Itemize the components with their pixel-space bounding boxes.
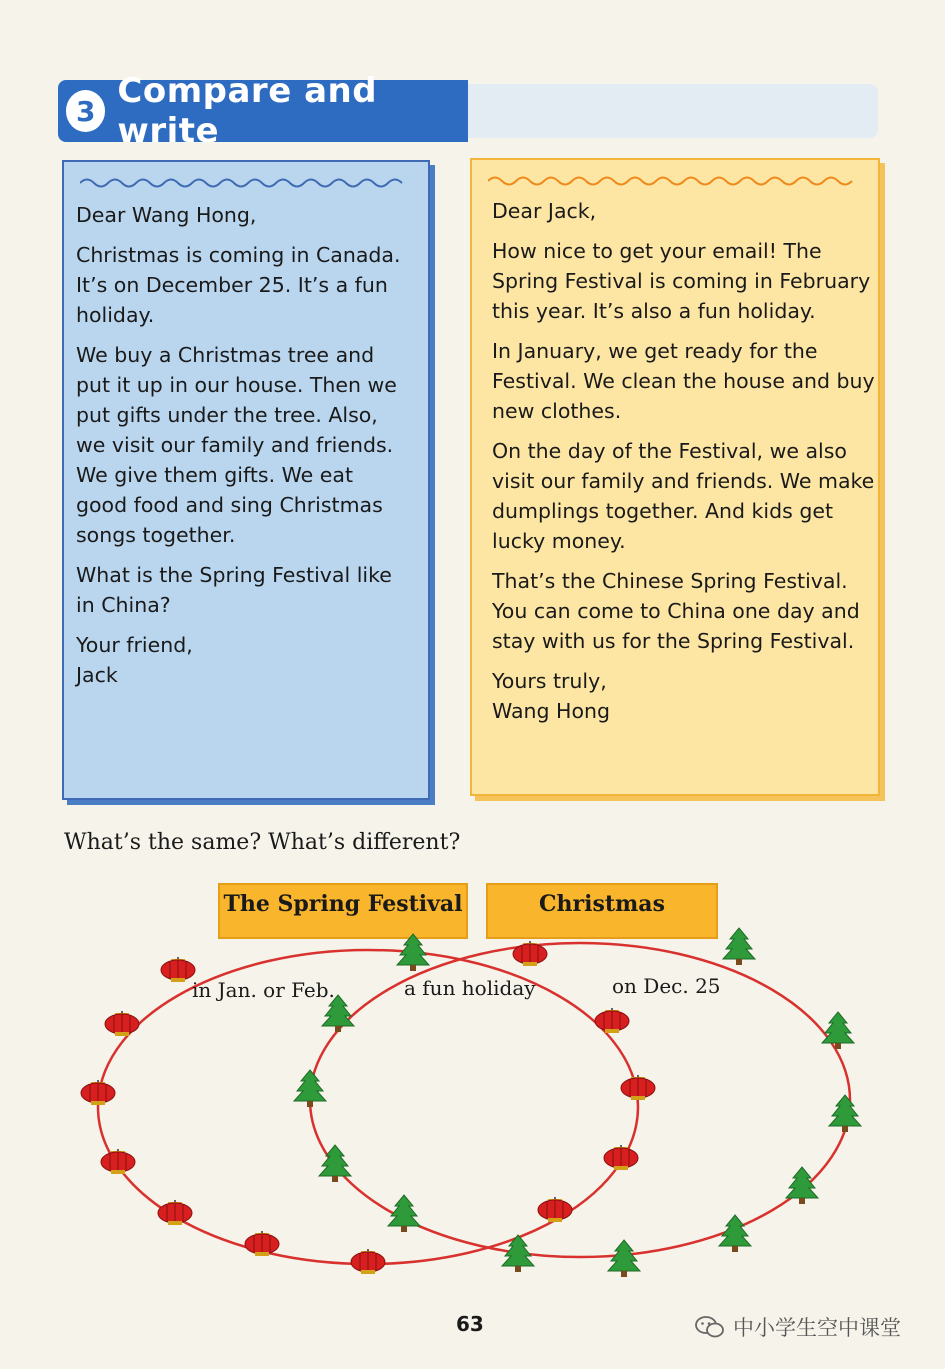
letter-closing: Yours truly, Wang Hong — [492, 669, 611, 723]
watermark-text: 中小学生空中课堂 — [733, 1316, 901, 1340]
lantern-icon — [158, 1200, 192, 1225]
lantern-icon — [245, 1231, 279, 1256]
lantern-icon — [595, 1008, 629, 1033]
letter-greeting: Dear Jack, — [492, 199, 597, 223]
christmas-tree-icon — [608, 1240, 640, 1277]
shared-text: a fun holiday — [404, 976, 536, 1000]
letter-paragraph: How nice to get your email! The Spring Festival is coming in February this year. It’s also a fun holiday. — [492, 239, 871, 323]
wechat-icon — [695, 1315, 725, 1339]
christmas-tree-icon — [294, 1070, 326, 1107]
section-number-badge: 3 — [66, 90, 105, 132]
lantern-icon — [538, 1197, 572, 1222]
lantern-icon — [621, 1075, 655, 1100]
christmas-tree-icon — [786, 1167, 818, 1204]
letter-closing: Your friend, Jack — [76, 633, 193, 687]
christmas-tree-icon — [719, 1215, 751, 1252]
letter-paragraph: What is the Spring Festival like in China? — [76, 563, 392, 617]
christmas-tree-icon — [829, 1095, 861, 1132]
christmas-tree-icon — [388, 1195, 420, 1232]
section-title: Compare and write — [117, 71, 378, 151]
letter-paragraph: On the day of the Festival, we also visit our family and friends. We make dumplings together. And kids get lucky money. — [492, 439, 875, 553]
watermark — [695, 1312, 901, 1342]
christmas-label: Christmas — [486, 883, 718, 939]
spring-festival-only-text: in Jan. or Feb. — [192, 978, 335, 1002]
spring-festival-label: The Spring Festival — [218, 883, 468, 939]
letter-paragraph: Christmas is coming in Canada. It’s on December 25. It’s a fun holiday. — [76, 243, 401, 327]
lantern-icon — [161, 957, 195, 982]
letter-paragraph: In January, we get ready for the Festival. We clean the house and buy new clothes. — [492, 339, 875, 423]
lantern-icon — [351, 1249, 385, 1274]
christmas-tree-icon — [822, 1012, 854, 1049]
letter-greeting: Dear Wang Hong, — [76, 203, 257, 227]
christmas-tree-icon — [397, 934, 429, 971]
lantern-icon — [81, 1080, 115, 1105]
lantern-icon — [101, 1149, 135, 1174]
page-number: 63 — [456, 1312, 484, 1336]
letter-paragraph: We buy a Christmas tree and put it up in our house. Then we put gifts under the tree. Also, we visit our family and friends. We give them gifts. We eat good food and sing Christmas songs together. — [76, 343, 397, 547]
christmas-only-text: on Dec. 25 — [612, 974, 721, 998]
letter-paragraph: That’s the Chinese Spring Festival. You can come to China one day and stay with us for the Spring Festival. — [492, 569, 860, 653]
lantern-icon — [604, 1145, 638, 1170]
christmas-tree-icon — [723, 928, 755, 965]
compare-question: What’s the same? What’s different? — [64, 830, 461, 855]
christmas-circle — [310, 943, 850, 1257]
lantern-icon — [105, 1011, 139, 1036]
